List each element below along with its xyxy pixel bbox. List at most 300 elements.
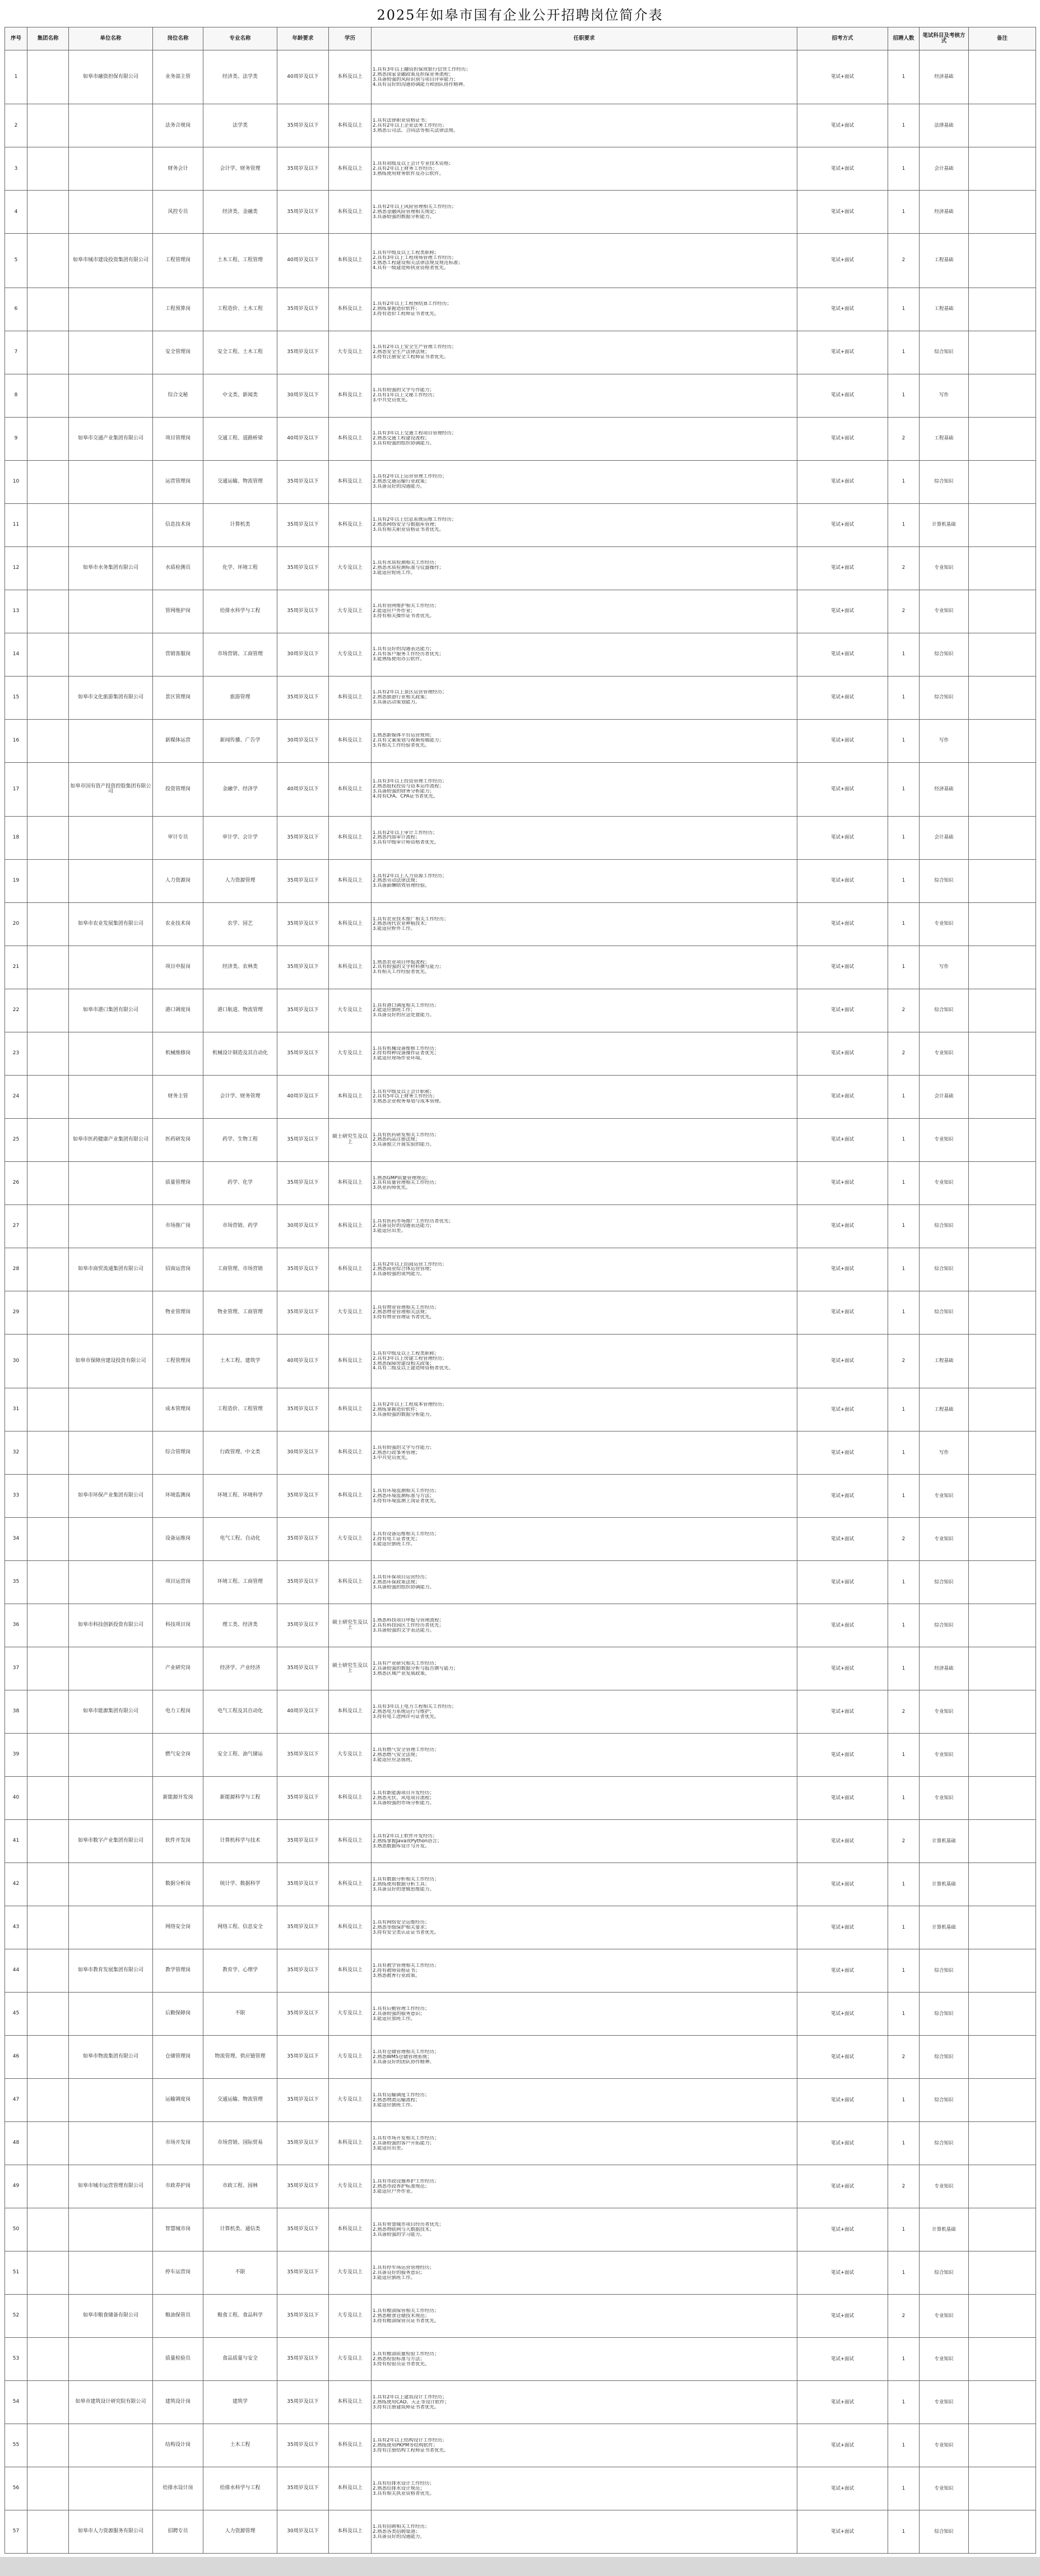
cell-major: 市场营销、工商管理 <box>203 633 277 676</box>
cell-group <box>27 1431 69 1475</box>
table-header-row <box>5 27 1036 50</box>
duty-line: 2.具有5年以上财务工作经历； <box>373 1094 438 1100</box>
column-header: 序号 <box>5 27 27 50</box>
cell-unit <box>69 816 153 859</box>
cell-exam: 笔试+面试 <box>797 1820 888 1863</box>
duty-line: 1.熟悉GMP质量管理规范； <box>373 1175 431 1181</box>
cell-no: 37 <box>5 1647 27 1690</box>
cell-age: 35周岁及以下 <box>277 1118 329 1161</box>
duty-line: 2.熟悉旅游行业相关政策； <box>373 695 430 701</box>
duty-line: 2.具有客户服务工作经历者优先； <box>373 652 444 657</box>
duty-line: 2.熟悉网络安全与数据库管理； <box>373 522 439 528</box>
table-row <box>5 288 1036 331</box>
table-row <box>5 1032 1036 1075</box>
table-row <box>5 503 1036 546</box>
duty-line: 2.熟悉电力系统运行与维护； <box>373 1709 435 1715</box>
cell-no: 13 <box>5 590 27 633</box>
cell-duties <box>372 147 797 191</box>
cell-exam: 笔试+面试 <box>797 2251 888 2295</box>
duty-line: 2.熟悉劳动法律法规； <box>373 878 420 884</box>
duty-line: 1.具有2年以上结构设计工作经历； <box>373 2438 447 2443</box>
cell-post: 环境监测岗 <box>153 1475 203 1518</box>
cell-no: 44 <box>5 1949 27 1993</box>
cell-edu: 大专及以上 <box>329 1993 372 2036</box>
cell-exam: 笔试+面试 <box>797 1647 888 1690</box>
duty-line: 1.具有给排水设计工作经历； <box>373 2481 435 2486</box>
duty-line: 3.具备较强的谈判能力。 <box>373 1272 425 1277</box>
table-row <box>5 191 1036 234</box>
recruitment-table <box>4 27 1036 2554</box>
cell-note <box>969 234 1036 288</box>
table-row <box>5 1906 1036 1949</box>
cell-exam: 笔试+面试 <box>797 2079 888 2122</box>
cell-note <box>969 590 1036 633</box>
cell-duties <box>372 417 797 460</box>
cell-no: 41 <box>5 1820 27 1863</box>
duty-line: 3.熟练使用财务软件及办公软件。 <box>373 171 444 177</box>
duty-line: 2.熟悉环保政策法规； <box>373 1579 420 1585</box>
table-row <box>5 2079 1036 2122</box>
cell-no: 14 <box>5 633 27 676</box>
duty-line: 1.具有运输调度工作经历； <box>373 2092 430 2098</box>
cell-no: 2 <box>5 104 27 147</box>
cell-unit <box>69 1075 153 1118</box>
cell-count: 1 <box>888 1475 920 1518</box>
cell-duties <box>372 460 797 503</box>
cell-group <box>27 1906 69 1949</box>
cell-unit <box>69 2079 153 2122</box>
cell-unit: 如皋市粮食储备有限公司 <box>69 2295 153 2338</box>
duty-line: 3.持有粮油保管员证书者优先。 <box>373 2318 439 2324</box>
cell-subject: 专业知识 <box>920 1475 969 1518</box>
cell-subject: 专业知识 <box>920 546 969 590</box>
duty-line: 2.熟悉水质检测标准与仪器操作； <box>373 566 444 571</box>
cell-note <box>969 374 1036 417</box>
cell-major: 安全工程、土木工程 <box>203 331 277 374</box>
cell-post: 建筑设计岗 <box>153 2381 203 2424</box>
cell-age: 35周岁及以下 <box>277 546 329 590</box>
cell-count: 1 <box>888 719 920 762</box>
duty-line: 2.能适应户外作业； <box>373 609 416 614</box>
cell-duties <box>372 633 797 676</box>
duty-line: 2.持有电工证者优先； <box>373 1536 420 1542</box>
cell-no: 40 <box>5 1777 27 1820</box>
duty-line: 3.熟悉数据库设计与开发。 <box>373 1843 430 1849</box>
cell-post: 成本管理岗 <box>153 1388 203 1431</box>
cell-major: 交通运输、物流管理 <box>203 2079 277 2122</box>
cell-count: 2 <box>888 2295 920 2338</box>
duty-line: 2.熟悉环境监测标准与方法； <box>373 1493 435 1499</box>
cell-count: 1 <box>888 2338 920 2381</box>
cell-no: 19 <box>5 859 27 902</box>
cell-age: 35周岁及以下 <box>277 503 329 546</box>
duty-line: 2.具备良好的沟通表达能力； <box>373 1224 435 1229</box>
duty-line: 2.熟悉行政事务管理； <box>373 1450 420 1456</box>
cell-note <box>969 816 1036 859</box>
cell-subject: 工程基础 <box>920 234 969 288</box>
cell-duties <box>372 2122 797 2165</box>
cell-no: 27 <box>5 1204 27 1248</box>
cell-duties <box>372 1032 797 1075</box>
cell-count: 1 <box>888 2208 920 2251</box>
cell-exam: 笔试+面试 <box>797 417 888 460</box>
cell-edu: 本科及以上 <box>329 1777 372 1820</box>
cell-edu: 本科及以上 <box>329 104 372 147</box>
cell-major: 电气工程、自动化 <box>203 1518 277 1561</box>
cell-group <box>27 374 69 417</box>
cell-count: 2 <box>888 2036 920 2079</box>
cell-major: 环境工程、环境科学 <box>203 1475 277 1518</box>
duty-line: 2.持有教师资格证书； <box>373 1968 420 1973</box>
cell-group <box>27 1032 69 1075</box>
cell-unit <box>69 633 153 676</box>
cell-note <box>969 1777 1036 1820</box>
cell-group <box>27 902 69 946</box>
cell-duties <box>372 2510 797 2554</box>
cell-group <box>27 989 69 1032</box>
footer-band <box>0 2557 1040 2576</box>
cell-unit <box>69 2251 153 2295</box>
table-row <box>5 1388 1036 1431</box>
cell-note <box>969 1161 1036 1204</box>
duty-line: 1.具有物业管理相关工作经历； <box>373 1305 439 1310</box>
cell-group <box>27 2208 69 2251</box>
cell-edu: 本科及以上 <box>329 859 372 902</box>
cell-subject: 专业知识 <box>920 2467 969 2510</box>
duty-line: 2.具有1年以上文秘工作经历； <box>373 393 438 399</box>
cell-note <box>969 2251 1036 2295</box>
cell-edu: 大专及以上 <box>329 989 372 1032</box>
column-header: 笔试科目及考核方式 <box>920 27 969 50</box>
cell-major: 统计学、数据科学 <box>203 1863 277 1906</box>
duty-line: 1.具有2年以上工程成本管理经历； <box>373 1402 447 1407</box>
cell-post: 物业管理岗 <box>153 1291 203 1334</box>
cell-note <box>969 288 1036 331</box>
cell-unit <box>69 1863 153 1906</box>
cell-subject: 计算机基础 <box>920 1906 969 1949</box>
cell-unit <box>69 1032 153 1075</box>
duty-line: 2.熟悉物联网与大数据技术； <box>373 2227 435 2232</box>
duty-line: 4.持有CFA、CPA证书者优先。 <box>373 794 438 800</box>
cell-major: 会计学、财务管理 <box>203 1075 277 1118</box>
duty-line: 3.持有安全类认证证书者优先。 <box>373 1930 439 1935</box>
cell-group <box>27 633 69 676</box>
cell-note <box>969 762 1036 816</box>
cell-no: 15 <box>5 676 27 719</box>
table-row <box>5 2381 1036 2424</box>
cell-unit <box>69 1291 153 1334</box>
cell-exam: 笔试+面试 <box>797 2122 888 2165</box>
duty-line: 1.具有较强的文字写作能力； <box>373 1445 435 1451</box>
table-row <box>5 633 1036 676</box>
cell-count: 2 <box>888 1518 920 1561</box>
cell-count: 1 <box>888 2251 920 2295</box>
cell-major: 教育学、心理学 <box>203 1949 277 1993</box>
duty-line: 1.具有设备运维相关工作经历； <box>373 1531 439 1537</box>
cell-count: 1 <box>888 374 920 417</box>
cell-count: 1 <box>888 1388 920 1431</box>
duty-line: 3.持有电工进网许可证者优先。 <box>373 1714 439 1720</box>
cell-post: 市场开发岗 <box>153 2122 203 2165</box>
cell-major: 工商管理、市场营销 <box>203 1248 277 1291</box>
cell-note <box>969 633 1036 676</box>
duty-line: 3.具有相关执业资格者优先。 <box>373 2491 435 2496</box>
duty-line: 2.熟悉金融风险管理相关规定； <box>373 209 439 215</box>
duty-line: 3.能适应出差。 <box>373 1229 406 1234</box>
duty-line: 1.具有3年以上融资担保或银行信贷工作经历； <box>373 67 471 72</box>
duty-line: 2.持有特种设备操作证者优先； <box>373 1051 439 1057</box>
table-row <box>5 2122 1036 2165</box>
cell-post: 网络安全岗 <box>153 1906 203 1949</box>
cell-subject: 专业知识 <box>920 1518 969 1561</box>
duty-line: 2.熟悉商业综合体运营管理； <box>373 1267 435 1272</box>
cell-exam: 笔试+面试 <box>797 633 888 676</box>
duty-line: 3.具备良好的逻辑思维能力。 <box>373 1887 435 1892</box>
cell-major: 会计学、财务管理 <box>203 147 277 191</box>
cell-age: 35周岁及以下 <box>277 946 329 989</box>
cell-edu: 本科及以上 <box>329 2381 372 2424</box>
cell-group <box>27 1075 69 1118</box>
cell-age: 35周岁及以下 <box>277 676 329 719</box>
cell-unit <box>69 331 153 374</box>
cell-post: 仓储管理岗 <box>153 2036 203 2079</box>
cell-age: 35周岁及以下 <box>277 2338 329 2381</box>
duty-line: 2.具有2年以上企业法务工作经历； <box>373 123 447 128</box>
cell-duties <box>372 859 797 902</box>
cell-major: 网络工程、信息安全 <box>203 1906 277 1949</box>
cell-major: 物业管理、工商管理 <box>203 1291 277 1334</box>
cell-count: 1 <box>888 633 920 676</box>
cell-subject: 综合知识 <box>920 1204 969 1248</box>
cell-note <box>969 331 1036 374</box>
duty-line: 3.具有较强的组织协调能力。 <box>373 441 435 446</box>
table-row <box>5 2467 1036 2510</box>
cell-unit: 如皋市科技创新投资有限公司 <box>69 1604 153 1647</box>
cell-no: 55 <box>5 2424 27 2467</box>
cell-no: 3 <box>5 147 27 191</box>
duty-line: 3.持有检验员证书者优先。 <box>373 2361 430 2367</box>
cell-duties <box>372 2295 797 2338</box>
cell-major: 计算机科学与技术 <box>203 1820 277 1863</box>
cell-edu: 本科及以上 <box>329 1075 372 1118</box>
cell-group <box>27 1561 69 1604</box>
cell-note <box>969 989 1036 1032</box>
cell-subject: 专业知识 <box>920 2338 969 2381</box>
cell-subject: 工程基础 <box>920 1334 969 1388</box>
duty-line: 3.持有相关操作证书者优先。 <box>373 614 435 619</box>
cell-count: 1 <box>888 1949 920 1993</box>
duty-line: 2.熟悉药品注册法规； <box>373 1137 420 1143</box>
cell-post: 质量管理岗 <box>153 1161 203 1204</box>
cell-no: 29 <box>5 1291 27 1334</box>
duty-line: 3.能适应野外工作。 <box>373 926 416 932</box>
cell-note <box>969 1647 1036 1690</box>
cell-note <box>969 1032 1036 1075</box>
cell-unit: 如皋市物流集团有限公司 <box>69 2036 153 2079</box>
cell-subject: 综合知识 <box>920 2036 969 2079</box>
cell-subject: 工程基础 <box>920 417 969 460</box>
cell-exam: 笔试+面试 <box>797 1248 888 1291</box>
cell-post: 工程管理岗 <box>153 234 203 288</box>
cell-duties <box>372 2467 797 2510</box>
cell-note <box>969 1518 1036 1561</box>
cell-subject: 综合知识 <box>920 633 969 676</box>
table-row <box>5 1291 1036 1334</box>
duty-line: 2.具备较强的数据分析与报告撰写能力； <box>373 1666 458 1671</box>
cell-edu: 本科及以上 <box>329 1906 372 1949</box>
duty-line: 2.熟悉等级保护相关要求； <box>373 1925 430 1930</box>
cell-unit: 如皋市建筑设计研究院有限公司 <box>69 2381 153 2424</box>
cell-no: 12 <box>5 546 27 590</box>
cell-exam: 笔试+面试 <box>797 590 888 633</box>
cell-major: 金融学、经济学 <box>203 762 277 816</box>
duty-line: 1.具有3年以上电力工程相关工作经历； <box>373 1704 457 1709</box>
cell-no: 7 <box>5 331 27 374</box>
cell-note <box>969 191 1036 234</box>
cell-group <box>27 1777 69 1820</box>
cell-exam: 笔试+面试 <box>797 1561 888 1604</box>
cell-major: 经济类、法学类 <box>203 50 277 104</box>
cell-duties <box>372 1734 797 1777</box>
cell-no: 9 <box>5 417 27 460</box>
cell-group <box>27 2036 69 2079</box>
cell-unit: 如皋市能源集团有限公司 <box>69 1690 153 1734</box>
cell-edu: 大专及以上 <box>329 2338 372 2381</box>
cell-group <box>27 1647 69 1690</box>
cell-subject: 综合知识 <box>920 1291 969 1334</box>
cell-unit <box>69 288 153 331</box>
cell-unit <box>69 1777 153 1820</box>
duty-line: 3.有相关工作经验者优先。 <box>373 970 430 975</box>
cell-post: 产业研究岗 <box>153 1647 203 1690</box>
cell-post: 安全管理岗 <box>153 331 203 374</box>
duty-line: 1.熟悉科技项目申报与管理流程； <box>373 1618 444 1623</box>
cell-no: 16 <box>5 719 27 762</box>
duty-line: 2.熟悉安全生产法律法规； <box>373 350 430 355</box>
cell-no: 8 <box>5 374 27 417</box>
cell-exam: 笔试+面试 <box>797 1204 888 1248</box>
cell-unit <box>69 1906 153 1949</box>
cell-post: 燃气安全岗 <box>153 1734 203 1777</box>
cell-count: 1 <box>888 104 920 147</box>
cell-count: 1 <box>888 2381 920 2424</box>
cell-note <box>969 1475 1036 1518</box>
cell-unit <box>69 1161 153 1204</box>
duty-line: 3.具备良好的应急处置能力。 <box>373 1013 435 1018</box>
cell-unit: 如皋市农业发展集团有限公司 <box>69 902 153 946</box>
cell-age: 40周岁及以下 <box>277 1334 329 1388</box>
cell-count: 1 <box>888 902 920 946</box>
cell-group <box>27 191 69 234</box>
cell-group <box>27 1334 69 1388</box>
cell-unit <box>69 1561 153 1604</box>
cell-edu: 本科及以上 <box>329 234 372 288</box>
table-row <box>5 2251 1036 2295</box>
cell-major: 中文类、新闻类 <box>203 374 277 417</box>
cell-group <box>27 147 69 191</box>
cell-age: 35周岁及以下 <box>277 191 329 234</box>
table-row <box>5 1118 1036 1161</box>
cell-exam: 笔试+面试 <box>797 676 888 719</box>
cell-major: 给排水科学与工程 <box>203 2467 277 2510</box>
cell-group <box>27 234 69 288</box>
table-row <box>5 1993 1036 2036</box>
cell-group <box>27 417 69 460</box>
cell-no: 10 <box>5 460 27 503</box>
cell-edu: 大专及以上 <box>329 2036 372 2079</box>
duty-line: 1.具有水质检测相关工作经历； <box>373 560 439 566</box>
cell-note <box>969 1734 1036 1777</box>
cell-major: 农学、园艺 <box>203 902 277 946</box>
cell-edu: 本科及以上 <box>329 2424 372 2467</box>
cell-subject: 写作 <box>920 1431 969 1475</box>
duty-line: 2.熟练使用PKPM等结构软件； <box>373 2443 438 2448</box>
cell-note <box>969 1204 1036 1248</box>
table-row <box>5 2295 1036 2338</box>
duty-line: 2.熟悉物业管理相关法规； <box>373 1310 430 1315</box>
cell-note <box>969 50 1036 104</box>
cell-major: 新闻传播、广告学 <box>203 719 277 762</box>
cell-age: 35周岁及以下 <box>277 1518 329 1561</box>
cell-group <box>27 1388 69 1431</box>
duty-line: 1.具有较强的文字写作能力； <box>373 388 435 393</box>
cell-no: 42 <box>5 1863 27 1906</box>
cell-unit <box>69 1204 153 1248</box>
cell-no: 26 <box>5 1161 27 1204</box>
cell-note <box>969 719 1036 762</box>
cell-major: 人力资源管理 <box>203 2510 277 2554</box>
cell-post: 招聘专员 <box>153 2510 203 2554</box>
cell-subject: 专业知识 <box>920 1690 969 1734</box>
cell-exam: 笔试+面试 <box>797 2036 888 2079</box>
cell-no: 33 <box>5 1475 27 1518</box>
table-row <box>5 50 1036 104</box>
cell-no: 23 <box>5 1032 27 1075</box>
cell-unit: 如皋市港口集团有限公司 <box>69 989 153 1032</box>
cell-edu: 本科及以上 <box>329 762 372 816</box>
duty-line: 3.熟悉企业税务筹划与成本管理。 <box>373 1099 444 1105</box>
duty-line: 1.具有管网维护相关工作经历； <box>373 604 439 609</box>
duty-line: 3.持有注册安全工程师证书者优先。 <box>373 355 449 360</box>
cell-exam: 笔试+面试 <box>797 50 888 104</box>
cell-major: 行政管理、中文类 <box>203 1431 277 1475</box>
cell-edu: 大专及以上 <box>329 1291 372 1334</box>
cell-unit: 如皋市国有资产投资控股集团有限公司 <box>69 762 153 816</box>
duty-line: 2.具备较强的服务意识； <box>373 2011 425 2017</box>
cell-major: 工程造价、土木工程 <box>203 288 277 331</box>
cell-exam: 笔试+面试 <box>797 2295 888 2338</box>
cell-exam: 笔试+面试 <box>797 2208 888 2251</box>
cell-unit: 如皋市商贸流通集团有限公司 <box>69 1248 153 1291</box>
cell-major: 土木工程、工程管理 <box>203 234 277 288</box>
cell-duties <box>372 989 797 1032</box>
table-row <box>5 902 1036 946</box>
cell-count: 1 <box>888 1777 920 1820</box>
cell-no: 35 <box>5 1561 27 1604</box>
cell-note <box>969 503 1036 546</box>
cell-unit: 如皋市数字产业集团有限公司 <box>69 1820 153 1863</box>
duty-line: 3.持有环境监测上岗证者优先。 <box>373 1498 439 1504</box>
cell-major: 港口航道、物流管理 <box>203 989 277 1032</box>
cell-count: 2 <box>888 989 920 1032</box>
cell-no: 43 <box>5 1906 27 1949</box>
cell-age: 35周岁及以下 <box>277 1863 329 1906</box>
cell-count: 1 <box>888 1161 920 1204</box>
cell-major: 理工类、经济类 <box>203 1604 277 1647</box>
cell-count: 1 <box>888 1863 920 1906</box>
cell-unit <box>69 147 153 191</box>
cell-major: 交通工程、道路桥梁 <box>203 417 277 460</box>
